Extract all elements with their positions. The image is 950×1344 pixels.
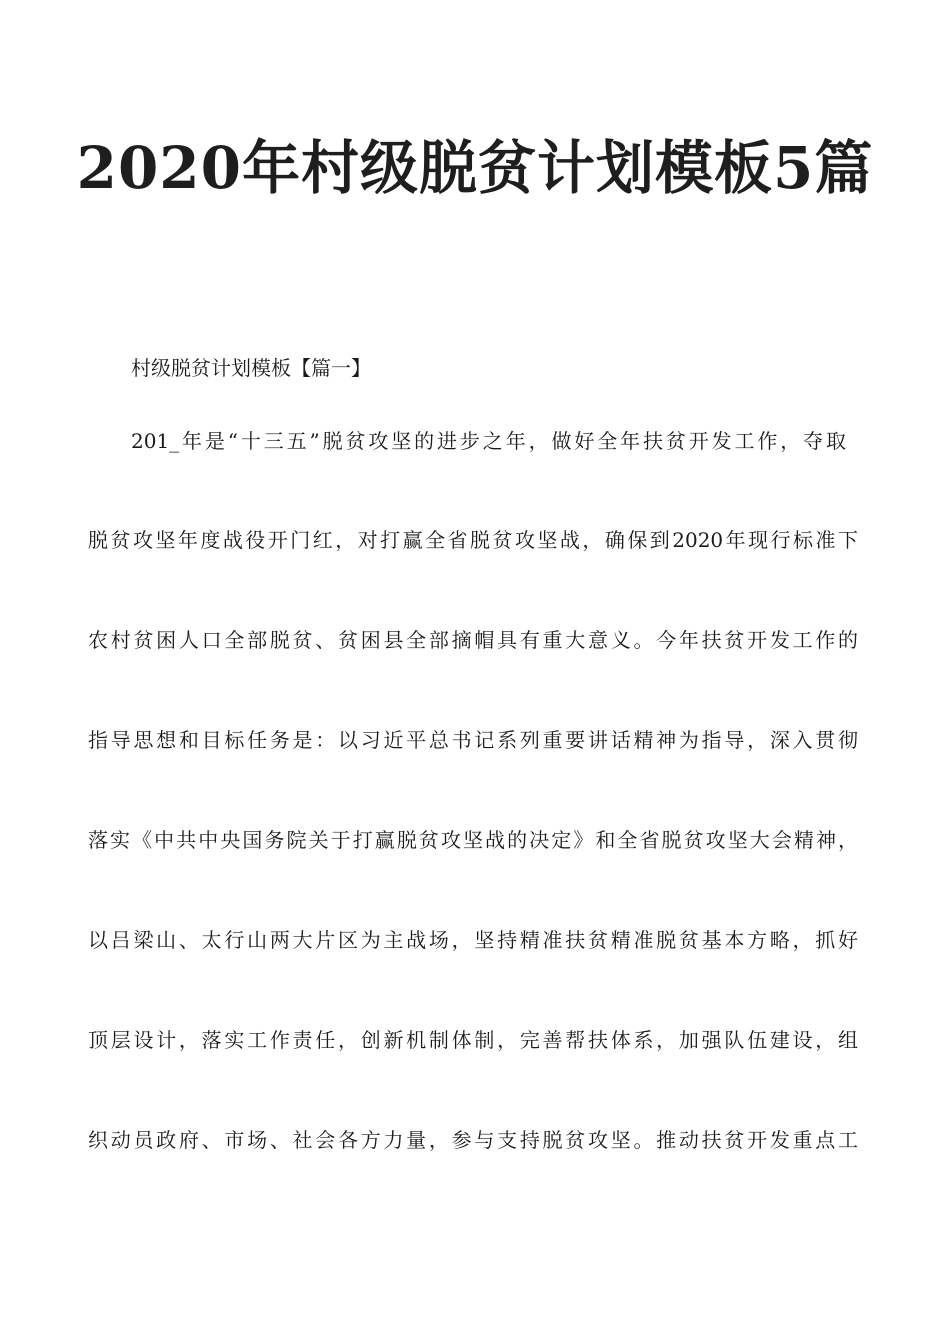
paragraph-line-2: 脱贫攻坚年度战役开门红，对打赢全省脱贫攻坚战，确保到2020年现行标准下 [88, 528, 858, 552]
paragraph-line-7: 顶层设计，落实工作责任，创新机制体制，完善帮扶体系，加强队伍建设，组 [88, 1028, 858, 1052]
paragraph-line-4: 指导思想和目标任务是：以习近平总书记系列重要讲话精神为指导，深入贯彻 [88, 728, 858, 752]
paragraph-line-3: 农村贫困人口全部脱贫、贫困县全部摘帽具有重大意义。今年扶贫开发工作的 [88, 628, 858, 652]
document-title: 2020年村级脱贫计划模板5篇 [76, 134, 874, 202]
section-heading: 村级脱贫计划模板【篇一】 [131, 356, 371, 380]
paragraph-line-6: 以吕梁山、太行山两大片区为主战场，坚持精准扶贫精准脱贫基本方略，抓好 [88, 928, 858, 952]
paragraph-line-1: 201_年是“十三五”脱贫攻坚的进步之年，做好全年扶贫开发工作，夺取 [131, 429, 846, 453]
paragraph-line-8: 织动员政府、市场、社会各方力量，参与支持脱贫攻坚。推动扶贫开发重点工 [88, 1128, 858, 1152]
paragraph-line-5: 落实《中共中央国务院关于打赢脱贫攻坚战的决定》和全省脱贫攻坚大会精神， [88, 828, 858, 852]
